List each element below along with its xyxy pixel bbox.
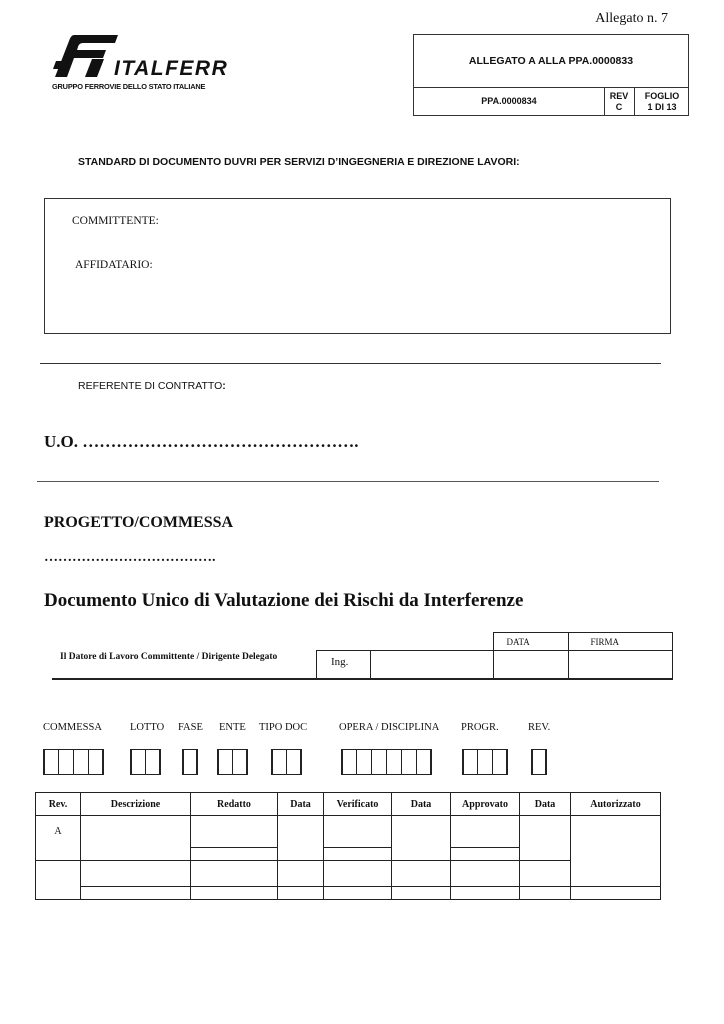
referente-label: REFERENTE DI CONTRATTO	[78, 380, 223, 392]
header-rev-cell	[604, 87, 635, 116]
parties-box	[44, 198, 671, 334]
approvato-cell[interactable]	[451, 816, 520, 848]
progetto-dots: ……………………………….	[44, 550, 216, 565]
data-cell[interactable]	[392, 887, 451, 900]
code-digit-box[interactable]	[145, 749, 161, 775]
separator-line	[40, 363, 661, 364]
verificato-cell[interactable]	[324, 816, 392, 848]
code-digit-box[interactable]	[386, 749, 402, 775]
affidatario-label: AFFIDATARIO:	[75, 259, 153, 271]
referente-colon: :	[222, 380, 226, 392]
code-label-commessa: COMMESSA	[43, 722, 102, 733]
header-foglio-cell	[635, 87, 689, 116]
header-doc-code-cell	[414, 87, 605, 116]
italferr-logo	[52, 33, 252, 93]
signature-block	[52, 632, 673, 679]
verificato-cell[interactable]	[324, 848, 392, 861]
code-digit-box[interactable]	[88, 749, 104, 775]
redatto-cell[interactable]	[191, 887, 278, 900]
header-doc-code: PPA.0000834	[481, 96, 537, 106]
approvato-cell[interactable]	[451, 861, 520, 887]
code-digit-box[interactable]	[182, 749, 198, 775]
col-autorizzato: Autorizzato	[571, 793, 661, 816]
signature-role: Il Datore di Lavoro Committente / Dirigente Delegato	[60, 652, 278, 662]
code-digit-box[interactable]	[286, 749, 302, 775]
firma-field[interactable]	[568, 651, 673, 679]
data-cell[interactable]	[278, 816, 324, 861]
standard-title: STANDARD DI DOCUMENTO DUVRI PER SERVIZI D’INGEGNERIA E DIREZIONE LAVORI:	[78, 156, 520, 168]
fase-boxes[interactable]	[182, 749, 197, 777]
tipo-doc-boxes[interactable]	[271, 749, 301, 777]
code-digit-box[interactable]	[401, 749, 417, 775]
autorizzato-cell[interactable]	[571, 887, 661, 900]
allegato-label: Allegato n. 7	[595, 11, 668, 26]
ing-cell	[317, 651, 371, 679]
col-redatto: Redatto	[191, 793, 278, 816]
col-rev: Rev.	[36, 793, 81, 816]
redatto-cell[interactable]	[191, 816, 278, 848]
code-label-fase: FASE	[178, 722, 203, 733]
code-digit-box[interactable]	[531, 749, 547, 775]
code-digit-box[interactable]	[232, 749, 248, 775]
logo-tagline: GRUPPO FERROVIE DELLO STATO ITALIANE	[52, 82, 206, 91]
data-cell[interactable]	[392, 816, 451, 861]
table-row	[36, 861, 661, 887]
name-field[interactable]	[371, 651, 494, 679]
header-foglio-value: 1 DI 13	[647, 101, 677, 112]
code-digit-box[interactable]	[217, 749, 233, 775]
col-data-1: Data	[278, 793, 324, 816]
code-digit-box[interactable]	[43, 749, 59, 775]
col-data-2: Data	[392, 793, 451, 816]
rev-boxes[interactable]	[531, 749, 546, 777]
progr-boxes[interactable]	[462, 749, 507, 777]
code-digit-box[interactable]	[341, 749, 357, 775]
ente-boxes[interactable]	[217, 749, 247, 777]
data-header	[493, 633, 568, 651]
code-label-rev: REV.	[528, 722, 551, 733]
redatto-cell[interactable]	[191, 848, 278, 861]
col-approvato: Approvato	[451, 793, 520, 816]
col-verificato: Verificato	[324, 793, 392, 816]
descrizione-cell[interactable]	[81, 816, 191, 861]
data-header-text: DATA	[506, 636, 530, 647]
opera-boxes[interactable]	[341, 749, 431, 777]
code-digit-box[interactable]	[130, 749, 146, 775]
referente-row	[78, 380, 226, 392]
ing-label: Ing.	[331, 656, 349, 668]
rev-cell[interactable]	[36, 861, 81, 900]
autorizzato-cell[interactable]	[571, 816, 661, 887]
data-cell[interactable]	[278, 887, 324, 900]
rev-a-cell	[36, 816, 81, 861]
committente-label: COMMITTENTE:	[72, 215, 159, 227]
revision-table-header	[36, 793, 661, 816]
data-cell[interactable]	[520, 887, 571, 900]
col-data-3: Data	[520, 793, 571, 816]
code-digit-box[interactable]	[58, 749, 74, 775]
approvato-cell[interactable]	[451, 887, 520, 900]
fs-logo-icon	[52, 33, 122, 79]
header-foglio-label: FOGLIO	[644, 90, 680, 101]
descrizione-cell[interactable]	[81, 861, 191, 887]
signature-table	[316, 632, 673, 679]
document-title: Documento Unico di Valutazione dei Rischi da Interferenze	[44, 590, 524, 611]
progetto-label: PROGETTO/COMMESSA	[44, 514, 234, 531]
data-cell[interactable]	[520, 816, 571, 861]
revision-table	[35, 792, 661, 900]
code-digit-box[interactable]	[371, 749, 387, 775]
col-descrizione: Descrizione	[81, 793, 191, 816]
code-label-progr: PROGR.	[461, 722, 499, 733]
code-digit-box[interactable]	[271, 749, 287, 775]
code-digit-box[interactable]	[73, 749, 89, 775]
header-title: ALLEGATO A ALLA PPA.0000833	[414, 35, 688, 88]
header-rev-value: C	[615, 101, 623, 112]
redatto-cell[interactable]	[191, 861, 278, 887]
data-field[interactable]	[493, 651, 568, 679]
rev-a: A	[54, 826, 62, 837]
table-row	[36, 887, 661, 900]
code-label-lotto: LOTTO	[130, 722, 165, 733]
data-cell[interactable]	[520, 861, 571, 887]
data-cell[interactable]	[392, 861, 451, 887]
code-digit-box[interactable]	[356, 749, 372, 775]
commessa-boxes[interactable]	[43, 749, 103, 777]
separator-line-2	[37, 481, 659, 482]
firma-header-text: FIRMA	[590, 636, 620, 647]
code-label-tipo-doc: TIPO DOC	[259, 722, 308, 733]
approvato-cell[interactable]	[451, 848, 520, 861]
data-cell[interactable]	[278, 861, 324, 887]
code-label-opera: OPERA / DISCIPLINA	[339, 722, 440, 733]
descrizione-cell[interactable]	[81, 887, 191, 900]
verificato-cell[interactable]	[324, 887, 392, 900]
uo-label: U.O. ………………………………………….	[44, 432, 359, 451]
code-label-ente: ENTE	[219, 722, 246, 733]
header-rev-label: REV	[609, 90, 629, 101]
table-row	[36, 816, 661, 848]
code-digit-box[interactable]	[416, 749, 432, 775]
document-header-box	[413, 34, 689, 116]
logo-brand: ITALFERR	[114, 57, 229, 80]
code-digit-box[interactable]	[477, 749, 493, 775]
verificato-cell[interactable]	[324, 861, 392, 887]
code-digit-box[interactable]	[462, 749, 478, 775]
code-digit-box[interactable]	[492, 749, 508, 775]
firma-header	[568, 633, 673, 651]
lotto-boxes[interactable]	[130, 749, 160, 777]
